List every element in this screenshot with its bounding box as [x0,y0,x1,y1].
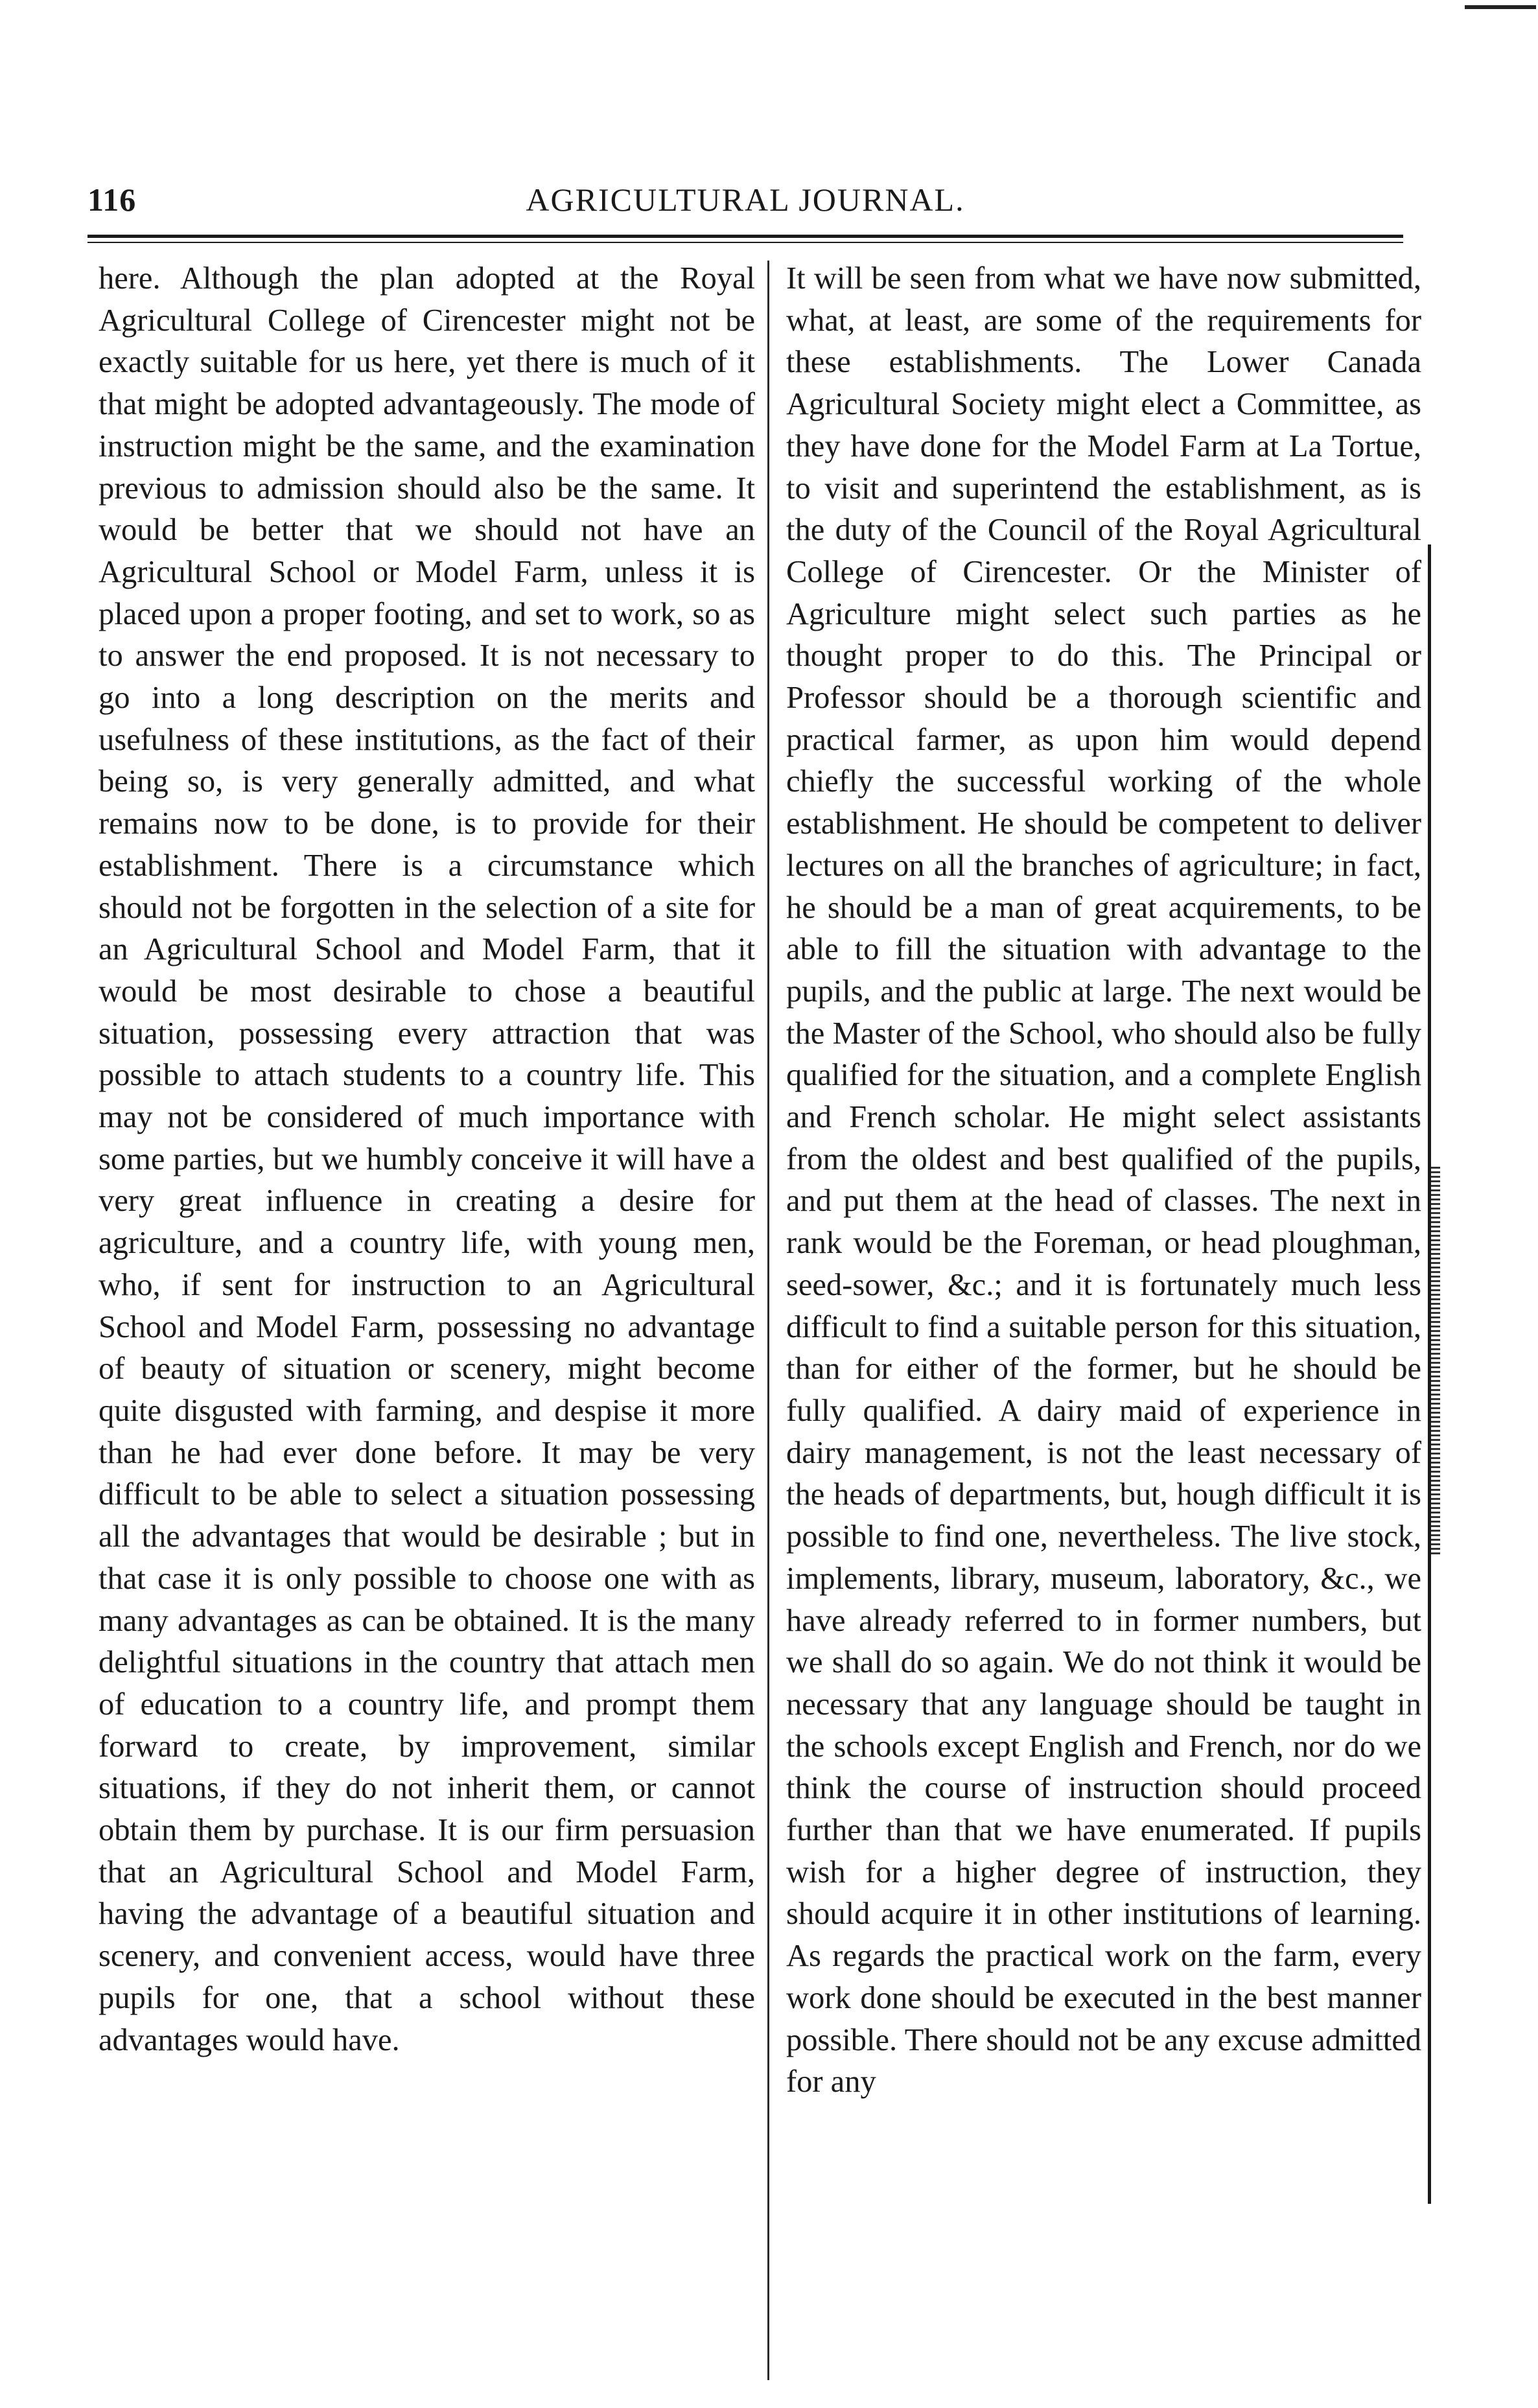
column-divider [767,261,769,2380]
binding-edge-texture [1431,1167,1440,1556]
left-column-text: here. Although the plan adopted at the Royal Agricultural College of Cirencester might not be exactly suitable for us here, yet there is much of it that might be adopted advantageously. The mode of instruction might be the same, and the examination previous to admission should also be the same. It would be better that we should not have an Agricultural School or Model Farm, unless it is placed upon a proper footing, and set to work, so as to answer the end proposed. It is not necessary to go into a long description on the merits and usefulness of these institutions, as the fact of their being so, is very generally admitted, and what remains now to be done, is to provide for their establishment. There is a circumstance which should not be forgotten in the selection of a site for an Agricultural School and Model Farm, that it would be most desirable to chose a beautiful situation, possessing every attraction that was possible to attach students to a country life. This may not be considered of much importance with some parties, but we humbly conceive it will have a very great influence in creating a desire for agriculture, and a country life, with young men, who, if sent for instruction to an Agricultural School and Model Farm, possessing no advantage of beauty of situation or scenery, might become quite disgusted with farming, and despise it more than he had ever done before. It may be very difficult to be able to select a situation possessing all the advantages that would be desirable ; but in that case it is only possible to choose one with as many advantages as can be obtained. It is the many delightful situations in the country that attach men of education to a country life, and prompt them forward to create, by improvement, similar situations, if they do not inherit them, or cannot obtain them by purchase. It is our firm persuasion that an Agricultural School and Model Farm, having the advantage of a beautiful situation and scenery, and convenient access, would have three pupils for one, that a school without these advantages would have. [99,261,755,2057]
header-rule-thin [87,242,1403,243]
page-header [87,174,1403,226]
right-column-text: It will be seen from what we have now submitted, what, at least, are some of the requirements for these establishments. The Lower Canada Agricultural Society might elect a Committee, as they have done for the Model Farm at La Tortue, to visit and superintend the establishment, as is the duty of the Council of the Royal Agricultural College of Cirencester. Or the Minister of Agriculture might select such parties as he thought proper to do this. The Principal or Professor should be a thorough scientific and practical farmer, as upon him would depend chiefly the successful working of the whole establishment. He should be competent to deliver lectures on all the branches of agriculture; in fact, he should be a man of great acquirements, to be able to fill the situation with advantage to the pupils, and the public at large. The next would be the Master of the School, who should also be fully qualified for the situation, and a complete English and French scholar. He might select assistants from the oldest and best qualified of the pupils, and put them at the head of classes. The next in rank would be the Foreman, or head ploughman, seed-sower, &c.; and it is fortunately much less difficult to find a suitable person for this situation, than for either of the former, but he should be fully qualified. A dairy maid of experience in dairy management, is not the least necessary of the heads of departments, but, hough difficult it is possible to find one, nevertheless. The live stock, implements, library, museum, laboratory, &c., we have already referred to in former numbers, but we shall do so again. We do not think it would be necessary that any language should be taught in the schools except English and French, nor do we think the course of instruction should proceed further than that we have enumerated. If pupils wish for a higher degree of instruction, they should acquire it in other institutions of learning. As regards the practical work on the farm, every work done should be executed in the best manner possible. There should not be any excuse admitted for any [786,261,1421,2099]
running-title: AGRICULTURAL JOURNAL. [526,181,965,218]
scan-corner-mark [1465,5,1536,9]
page-number: 116 [87,181,137,218]
right-column [786,258,1421,2103]
left-column [99,258,755,2061]
header-rule [87,235,1403,238]
